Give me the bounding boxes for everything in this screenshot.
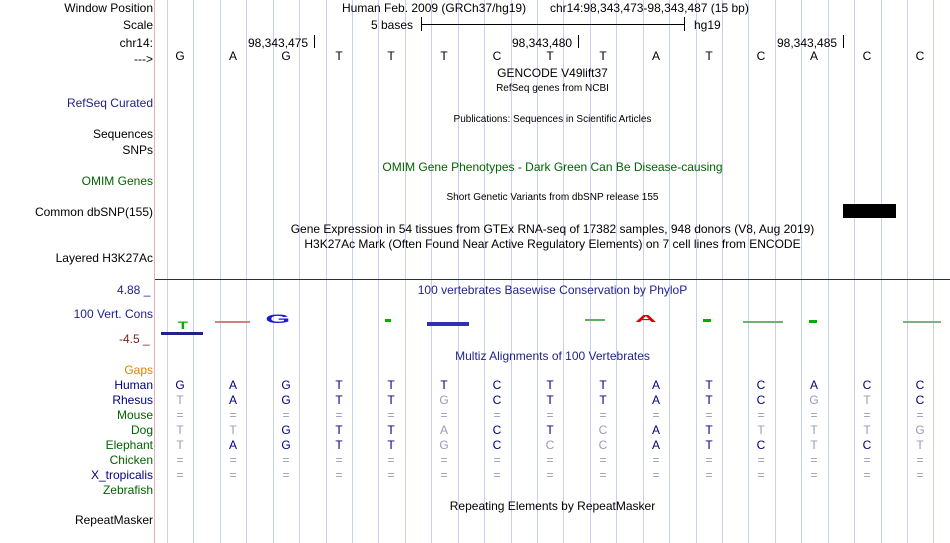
- repeatmasker-track-title[interactable]: Repeating Elements by RepeatMasker: [449, 499, 656, 513]
- alignment-base: T: [916, 438, 924, 452]
- alignment-base: C: [492, 423, 502, 437]
- alignment-base: =: [387, 468, 395, 482]
- coordinate-2-tick: [578, 35, 579, 48]
- species-label[interactable]: Elephant: [105, 438, 153, 452]
- chromosome-label: chr14:: [119, 36, 153, 50]
- scale-bar-left-tick: [421, 17, 422, 31]
- alignment-base: T: [705, 423, 713, 437]
- alignment-base: =: [282, 453, 290, 467]
- alignment-base: G: [809, 393, 819, 407]
- logo-bar-negative: [161, 332, 203, 335]
- h3k27ac-baseline: [155, 279, 950, 280]
- base-letter: G: [175, 49, 185, 63]
- alignment-base: =: [599, 468, 607, 482]
- alignment-base: =: [652, 468, 660, 482]
- logo-bar-green-5: [809, 320, 817, 323]
- sequences-track-label[interactable]: Sequences: [92, 127, 153, 141]
- alignment-base: =: [282, 408, 290, 422]
- species-label[interactable]: Chicken: [109, 453, 153, 467]
- alignment-base: C: [756, 438, 766, 452]
- alignment-base: G: [439, 438, 449, 452]
- alignment-base: A: [651, 423, 660, 437]
- phylop-max-label: 4.88 _: [117, 283, 151, 297]
- logo-bar-red: [215, 321, 250, 323]
- alignment-base: A: [651, 438, 660, 452]
- scale-text: 5 bases: [371, 18, 414, 32]
- alignment-base: C: [756, 393, 766, 407]
- alignment-base: T: [335, 423, 343, 437]
- dbsnp-variant-block[interactable]: [843, 204, 896, 218]
- alignment-base: =: [387, 453, 395, 467]
- alignment-base: G: [281, 393, 291, 407]
- alignment-base: =: [440, 453, 448, 467]
- alignment-base: =: [176, 453, 184, 467]
- alignment-base: =: [229, 453, 237, 467]
- alignment-base: T: [387, 423, 395, 437]
- alignment-base: =: [440, 408, 448, 422]
- alignment-base: T: [176, 438, 184, 452]
- alignment-base: A: [651, 378, 660, 392]
- alignment-base: C: [492, 393, 502, 407]
- alignment-base: =: [916, 468, 924, 482]
- alignment-base: =: [705, 468, 713, 482]
- alignment-base: A: [439, 423, 448, 437]
- alignment-base: T: [440, 378, 448, 392]
- alignment-base: A: [809, 378, 818, 392]
- alignment-base: =: [229, 408, 237, 422]
- alignment-base: T: [387, 393, 395, 407]
- alignment-base: G: [439, 393, 449, 407]
- alignment-base: A: [651, 393, 660, 407]
- strand-label: --->: [134, 52, 153, 66]
- alignment-base: =: [863, 453, 871, 467]
- h3k27ac-track-title[interactable]: H3K27Ac Mark (Often Found Near Active Regulatory Elements) on 7 cell lines from ENCODE: [304, 237, 801, 251]
- alignment-base: =: [493, 468, 501, 482]
- species-label[interactable]: Human: [114, 378, 153, 392]
- base-letter: A: [809, 49, 818, 63]
- logo-bar-green-3: [703, 319, 711, 322]
- alignment-base: =: [757, 468, 765, 482]
- alignment-base: A: [228, 378, 237, 392]
- alignment-base: =: [493, 408, 501, 422]
- species-label[interactable]: Mouse: [116, 408, 153, 422]
- alignment-base: T: [546, 393, 554, 407]
- alignment-base: =: [810, 408, 818, 422]
- alignment-base: =: [335, 408, 343, 422]
- base-letter: G: [281, 49, 291, 63]
- alignment-base: C: [492, 438, 502, 452]
- multiz-track-title[interactable]: Multiz Alignments of 100 Vertebrates: [455, 349, 650, 363]
- alignment-base: T: [705, 378, 713, 392]
- alignment-base: C: [598, 423, 608, 437]
- alignment-base: =: [863, 468, 871, 482]
- alignment-base: =: [440, 468, 448, 482]
- alignment-base: G: [175, 378, 185, 392]
- alignment-base: G: [281, 378, 291, 392]
- logo-letter-a: A: [635, 313, 657, 325]
- alignment-base: T: [757, 423, 765, 437]
- alignment-base: =: [863, 408, 871, 422]
- alignment-base: =: [652, 408, 660, 422]
- alignment-base: T: [546, 378, 554, 392]
- alignment-base: T: [335, 393, 343, 407]
- logo-bar-blue: [427, 322, 469, 326]
- base-letter: T: [387, 49, 395, 63]
- alignment-base: T: [599, 378, 607, 392]
- alignment-base: =: [652, 453, 660, 467]
- alignment-base: T: [387, 378, 395, 392]
- gencode-track-title[interactable]: GENCODE V49lift37: [497, 66, 608, 80]
- alignment-base: T: [229, 423, 237, 437]
- alignment-base: =: [282, 468, 290, 482]
- alignment-base: A: [228, 438, 237, 452]
- alignment-base: =: [493, 453, 501, 467]
- base-letter: T: [335, 49, 343, 63]
- base-letter: A: [651, 49, 660, 63]
- alignment-base: T: [863, 423, 871, 437]
- species-label[interactable]: Zebrafish: [102, 483, 153, 497]
- alignment-base: =: [757, 453, 765, 467]
- coordinate-2: 98,343,480: [512, 36, 573, 50]
- gtex-track-title[interactable]: Gene Expression in 54 tissues from GTEx RNA-seq of 17382 samples, 948 donors (V8, Aug 2019): [290, 222, 815, 236]
- coordinate-3: 98,343,485: [777, 36, 838, 50]
- gaps-track-label[interactable]: Gaps: [124, 363, 153, 377]
- alignment-base: =: [546, 453, 554, 467]
- alignment-base: T: [387, 438, 395, 452]
- logo-bar-green-1: [385, 319, 391, 322]
- phylop-min-label: -4.5 _: [119, 332, 150, 346]
- snps-track-label[interactable]: SNPs: [122, 143, 153, 157]
- alignment-base: T: [335, 438, 343, 452]
- scale-bar-right-tick: [684, 17, 685, 31]
- assembly-title: Human Feb. 2009 (GRCh37/hg19): [342, 1, 527, 15]
- omim-track-title[interactable]: OMIM Gene Phenotypes - Dark Green Can Be Disease-causing: [382, 160, 723, 174]
- alignment-base: G: [281, 423, 291, 437]
- base-letter: T: [705, 49, 713, 63]
- alignment-base: =: [916, 408, 924, 422]
- h3k27ac-track-label[interactable]: Layered H3K27Ac: [55, 251, 153, 265]
- alignment-base: T: [176, 423, 184, 437]
- base-letter: C: [756, 49, 766, 63]
- coordinate-1: 98,343,475: [248, 36, 309, 50]
- scale-bar: [421, 24, 684, 25]
- alignment-base: =: [176, 468, 184, 482]
- publications-track-title[interactable]: Publications: Sequences in Scientific Articles: [453, 114, 652, 125]
- alignment-base: T: [546, 423, 554, 437]
- logo-letter-t: T: [177, 319, 189, 332]
- coordinate-1-tick: [314, 35, 315, 48]
- alignment-base: =: [546, 408, 554, 422]
- alignment-base: =: [599, 453, 607, 467]
- coordinate-3-tick: [843, 35, 844, 48]
- alignment-base: =: [335, 453, 343, 467]
- alignment-base: C: [492, 378, 502, 392]
- base-letter: C: [862, 49, 872, 63]
- alignment-base: G: [915, 423, 925, 437]
- logo-letter-g: G: [265, 312, 291, 326]
- scale-label: Scale: [122, 18, 153, 32]
- base-letter: A: [228, 49, 237, 63]
- scale-db: hg19: [694, 18, 721, 32]
- phylop-track-label[interactable]: 100 Vert. Cons: [73, 307, 153, 321]
- alignment-base: C: [915, 378, 925, 392]
- refseq-track-label[interactable]: RefSeq Curated: [66, 96, 153, 110]
- alignment-base: T: [810, 438, 818, 452]
- species-label[interactable]: Dog: [130, 423, 153, 437]
- alignment-base: T: [863, 393, 871, 407]
- alignment-base: =: [176, 408, 184, 422]
- dbsnp-track-title[interactable]: Short Genetic Variants from dbSNP release 155: [446, 192, 659, 203]
- dbsnp-track-label[interactable]: Common dbSNP(155): [34, 205, 153, 219]
- alignment-base: =: [387, 408, 395, 422]
- alignment-base: =: [810, 453, 818, 467]
- alignment-base: T: [705, 438, 713, 452]
- base-letter: C: [492, 49, 502, 63]
- refseq-track-subtitle[interactable]: RefSeq genes from NCBI: [496, 83, 609, 94]
- logo-bar-green-2: [585, 319, 605, 321]
- omim-track-label[interactable]: OMIM Genes: [81, 174, 153, 188]
- alignment-base: T: [335, 378, 343, 392]
- species-label[interactable]: X_tropicalis: [90, 468, 153, 482]
- position-readout: chr14:98,343,473-98,343,487 (15 bp): [550, 1, 749, 15]
- base-letter: T: [546, 49, 554, 63]
- alignment-base: =: [810, 468, 818, 482]
- alignment-base: =: [916, 453, 924, 467]
- base-letter: C: [915, 49, 925, 63]
- window-position-label: Window Position: [64, 1, 153, 15]
- species-label[interactable]: Rhesus: [112, 393, 153, 407]
- base-letter: T: [599, 49, 607, 63]
- phylop-logo-graph[interactable]: [155, 296, 950, 341]
- alignment-base: =: [757, 408, 765, 422]
- logo-bar-green-6: [903, 321, 941, 323]
- alignment-base: G: [281, 438, 291, 452]
- alignment-base: T: [176, 393, 184, 407]
- alignment-base: C: [862, 378, 872, 392]
- alignment-base: C: [545, 438, 555, 452]
- logo-bar-green-4: [743, 321, 783, 323]
- phylop-track-title[interactable]: 100 vertebrates Basewise Conservation by PhyloP: [417, 283, 688, 297]
- alignment-base: C: [756, 378, 766, 392]
- alignment-base: T: [705, 393, 713, 407]
- alignment-base: =: [705, 408, 713, 422]
- alignment-base: C: [598, 438, 608, 452]
- phylop-logo-letters: [161, 313, 941, 335]
- alignment-base: =: [335, 468, 343, 482]
- repeatmasker-track-label[interactable]: RepeatMasker: [74, 513, 153, 527]
- alignment-base: C: [862, 438, 872, 452]
- base-letter: T: [440, 49, 448, 63]
- alignment-base: T: [810, 423, 818, 437]
- alignment-base: A: [228, 393, 237, 407]
- alignment-base: =: [599, 408, 607, 422]
- alignment-base: C: [915, 393, 925, 407]
- alignment-base: T: [599, 393, 607, 407]
- alignment-base: =: [705, 453, 713, 467]
- alignment-base: =: [546, 468, 554, 482]
- alignment-base: =: [229, 468, 237, 482]
